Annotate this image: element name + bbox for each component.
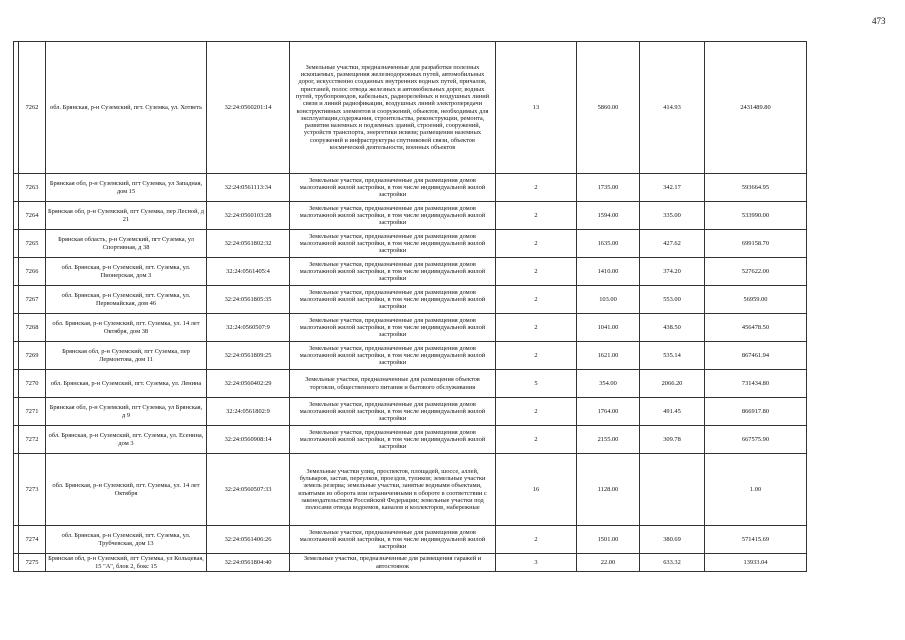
area-cell: 22.00 [577, 554, 640, 572]
use-group-cell: 3 [496, 554, 577, 572]
rate-cell [640, 454, 705, 526]
table-row [14, 426, 807, 454]
row-number-cell: 7275 [19, 554, 46, 572]
table-row [14, 286, 807, 314]
cadastral-number-cell: 32:24:0561809:25 [207, 342, 290, 370]
cadastral-number-cell: 32:24:0561802:9 [207, 398, 290, 426]
table-row [14, 202, 807, 230]
address-cell: Брянская обл, р-н Суземский, пгт Суземка, пер Лесной, д 21 [46, 202, 207, 230]
land-use-cell: Земельные участки улиц, проспектов, площадей, шоссе, аллей, бульваров, застав, переулков, проездов, тупиков; земельные участки земель резерва; земельные участки, занятые водными объектами, изъятыми из оборота или ограниченными в обороте в соответствии с законодательством Российской Федерации; земельные участки под полосами отвода водоемов, каналов и коллекторов, набережные [290, 454, 496, 526]
address-cell: обл. Брянская, р-н Суземский, пгт. Суземка, ул. Ленина [46, 370, 207, 398]
row-number-cell: 7264 [19, 202, 46, 230]
address-cell: обл. Брянская, р-н Суземский, пгт. Суземка, ул. Пионерская, дом 3 [46, 258, 207, 286]
land-use-cell: Земельные участки, предназначенные для размещения домов малоэтажной жилой застройки, в том числе индивидуальной жилой застройки [290, 314, 496, 342]
use-group-cell: 2 [496, 230, 577, 258]
cadastral-value-cell: 667575.90 [705, 426, 807, 454]
use-group-cell: 2 [496, 526, 577, 554]
cadastral-value-cell: 2431489.80 [705, 42, 807, 174]
row-number-cell: 7263 [19, 174, 46, 202]
cadastral-value-cell: 866917.80 [705, 398, 807, 426]
address-cell: обл. Брянская, р-н Суземский, пгт. Суземка, ул. 14 лет Октября [46, 454, 207, 526]
cadastral-value-cell: 867461.94 [705, 342, 807, 370]
cadastral-number-cell: 32:24:0561406:26 [207, 526, 290, 554]
area-cell: 1410.00 [577, 258, 640, 286]
row-number-cell: 7273 [19, 454, 46, 526]
cadastral-number-cell: 32:24:0560201:14 [207, 42, 290, 174]
use-group-cell: 2 [496, 314, 577, 342]
rate-cell: 374.20 [640, 258, 705, 286]
rate-cell: 380.69 [640, 526, 705, 554]
use-group-cell: 2 [496, 258, 577, 286]
land-use-cell: Земельные участки, предназначенные для размещения домов малоэтажной жилой застройки, в том числе индивидуальной жилой застройки [290, 526, 496, 554]
area-cell: 103.00 [577, 286, 640, 314]
land-use-cell: Земельные участки, предназначенные для размещения домов малоэтажной жилой застройки, в том числе индивидуальной жилой застройки [290, 174, 496, 202]
address-cell: Брянская область, р-н Суземский, пгт Суземка, ул Спортивная, д 38 [46, 230, 207, 258]
use-group-cell: 2 [496, 286, 577, 314]
use-group-cell: 2 [496, 202, 577, 230]
row-number-cell: 7269 [19, 342, 46, 370]
land-use-cell: Земельные участки, предназначенные для размещения домов малоэтажной жилой застройки, в том числе индивидуальной жилой застройки [290, 202, 496, 230]
cadastral-value-cell: 533990.00 [705, 202, 807, 230]
cadastral-value-cell: 56959.00 [705, 286, 807, 314]
cadastral-value-cell: 13933.04 [705, 554, 807, 572]
row-number-cell: 7262 [19, 42, 46, 174]
land-use-cell: Земельные участки, предназначенные для размещения домов малоэтажной жилой застройки, в том числе индивидуальной жилой застройки [290, 286, 496, 314]
row-number-cell: 7272 [19, 426, 46, 454]
row-number-cell: 7274 [19, 526, 46, 554]
use-group-cell: 2 [496, 174, 577, 202]
page-number: 473 [872, 16, 886, 26]
address-cell: Брянская обл, р-н Суземский, пгт Суземка, ул Брянская, д 9 [46, 398, 207, 426]
table-row [14, 454, 807, 526]
rate-cell: 2066.20 [640, 370, 705, 398]
cadastral-value-cell: 699158.70 [705, 230, 807, 258]
rate-cell: 342.17 [640, 174, 705, 202]
address-cell: Брянская обл, р-н Суземский, пгт Суземка, пер Лермонтова, дом 11 [46, 342, 207, 370]
cadastral-value-cell: 731434.80 [705, 370, 807, 398]
cadastral-value-cell: 527622.00 [705, 258, 807, 286]
cadastral-number-cell: 32:24:0560507:9 [207, 314, 290, 342]
cadastral-number-cell: 32:24:0561804:40 [207, 554, 290, 572]
rate-cell: 309.78 [640, 426, 705, 454]
land-use-cell: Земельные участки, предназначенные для размещения объектов торговли, общественного питания и бытового обслуживания [290, 370, 496, 398]
area-cell: 2155.00 [577, 426, 640, 454]
table-row [14, 314, 807, 342]
land-use-cell: Земельные участки, предназначенные для размещения домов малоэтажной жилой застройки, в том числе индивидуальной жилой застройки [290, 230, 496, 258]
area-cell: 1501.00 [577, 526, 640, 554]
land-use-cell: Земельные участки, предназначенные для размещения гаражей и автостоянок [290, 554, 496, 572]
address-cell: обл. Брянская, р-н Суземский, пгт. Суземка, ул. Первомайская, дом 46 [46, 286, 207, 314]
area-cell: 1594.00 [577, 202, 640, 230]
cadastral-value-cell: 1.00 [705, 454, 807, 526]
use-group-cell: 2 [496, 398, 577, 426]
area-cell: 1764.00 [577, 398, 640, 426]
cadastral-number-cell: 32:24:0560507:33 [207, 454, 290, 526]
table-row [14, 554, 807, 572]
area-cell: 5860.00 [577, 42, 640, 174]
cadastral-number-cell: 32:24:0561805:35 [207, 286, 290, 314]
land-use-cell: Земельные участки, предназначенные для размещения домов малоэтажной жилой застройки, в том числе индивидуальной жилой застройки [290, 342, 496, 370]
cadastral-value-cell: 593664.95 [705, 174, 807, 202]
use-group-cell: 2 [496, 342, 577, 370]
cadastral-value-cell: 571415.69 [705, 526, 807, 554]
rate-cell: 535.14 [640, 342, 705, 370]
table-body [14, 42, 807, 572]
land-use-cell: Земельные участки, предназначенные для размещения домов малоэтажной жилой застройки, в том числе индивидуальной жилой застройки [290, 398, 496, 426]
address-cell: обл. Брянская, р-н Суземский, пгт. Суземка, ул. Есенина, дом 3 [46, 426, 207, 454]
row-number-cell: 7265 [19, 230, 46, 258]
address-cell: обл. Брянская, р-н Суземский, пгт. Суземка, ул. 14 лет Октября, дом 38 [46, 314, 207, 342]
rate-cell: 553.00 [640, 286, 705, 314]
table-row [14, 174, 807, 202]
area-cell: 1735.00 [577, 174, 640, 202]
cadastral-number-cell: 32:24:0560908:14 [207, 426, 290, 454]
table-row [14, 42, 807, 174]
use-group-cell: 13 [496, 42, 577, 174]
area-cell: 1041.00 [577, 314, 640, 342]
address-cell: Брянская обл, р-н Суземский, пгт Суземка, ул Западная, дом 15 [46, 174, 207, 202]
row-number-cell: 7271 [19, 398, 46, 426]
area-cell: 1635.00 [577, 230, 640, 258]
land-use-cell: Земельные участки, предназначенные для размещения домов малоэтажной жилой застройки, в том числе индивидуальной жилой застройки [290, 258, 496, 286]
area-cell: 354.00 [577, 370, 640, 398]
land-registry-table [13, 41, 807, 572]
land-use-cell: Земельные участки, предназначенные для размещения домов малоэтажной жилой застройки, в том числе индивидуальной жилой застройки [290, 426, 496, 454]
table-row [14, 258, 807, 286]
cadastral-number-cell: 32:24:0560402:29 [207, 370, 290, 398]
area-cell: 1128.00 [577, 454, 640, 526]
table-row [14, 230, 807, 258]
address-cell: обл. Брянская, р-н Суземский, пгт. Суземка, ул. Трубчевская, дом 13 [46, 526, 207, 554]
table-row [14, 526, 807, 554]
use-group-cell: 2 [496, 426, 577, 454]
row-number-cell: 7267 [19, 286, 46, 314]
use-group-cell: 5 [496, 370, 577, 398]
row-number-cell: 7266 [19, 258, 46, 286]
row-number-cell: 7270 [19, 370, 46, 398]
table-row [14, 370, 807, 398]
rate-cell: 633.32 [640, 554, 705, 572]
rate-cell: 491.45 [640, 398, 705, 426]
cadastral-number-cell: 32:24:0561802:32 [207, 230, 290, 258]
table-row [14, 398, 807, 426]
cadastral-value-cell: 456478.50 [705, 314, 807, 342]
row-number-cell: 7268 [19, 314, 46, 342]
use-group-cell: 16 [496, 454, 577, 526]
rate-cell: 335.00 [640, 202, 705, 230]
address-cell: Брянская обл, р-н Суземский, пгт Суземка, ул Кольцевая, 15 "А", блок 2, бокс 15 [46, 554, 207, 572]
rate-cell: 414.93 [640, 42, 705, 174]
cadastral-number-cell: 32:24:0561405:4 [207, 258, 290, 286]
cadastral-number-cell: 32:24:0561113:34 [207, 174, 290, 202]
cadastral-number-cell: 32:24:0560103:28 [207, 202, 290, 230]
area-cell: 1621.00 [577, 342, 640, 370]
rate-cell: 427.62 [640, 230, 705, 258]
table-row [14, 342, 807, 370]
rate-cell: 438.50 [640, 314, 705, 342]
land-use-cell: Земельные участки, предназначенные для разработки полезных ископаемых, размещения железнодорожных путей, автомобильных дорог, искусственно созданных внутренних водных путей, причалов, пристаней, полос отвода железных и автомобильных дорог, водных путей, трубопроводов, кабельных, радиорелейных и воздушных линий связи и линий радиофикации, воздушных линий электропередачи конструктивных элементов и сооружений, объектов, необходимых для эксплуатации,содержания, строительства, реконструкции, ремонта, развития наземных и подземных зданий, строений, сооружений, устройств транспорта, энергетики исвязи; размещения наземных сооружений и инфраструктуры спутниковой связи, объектов космической деятельности, военных объектов [290, 42, 496, 174]
address-cell: обл. Брянская, р-н Суземский, пгт. Суземка, ул. Хответь [46, 42, 207, 174]
